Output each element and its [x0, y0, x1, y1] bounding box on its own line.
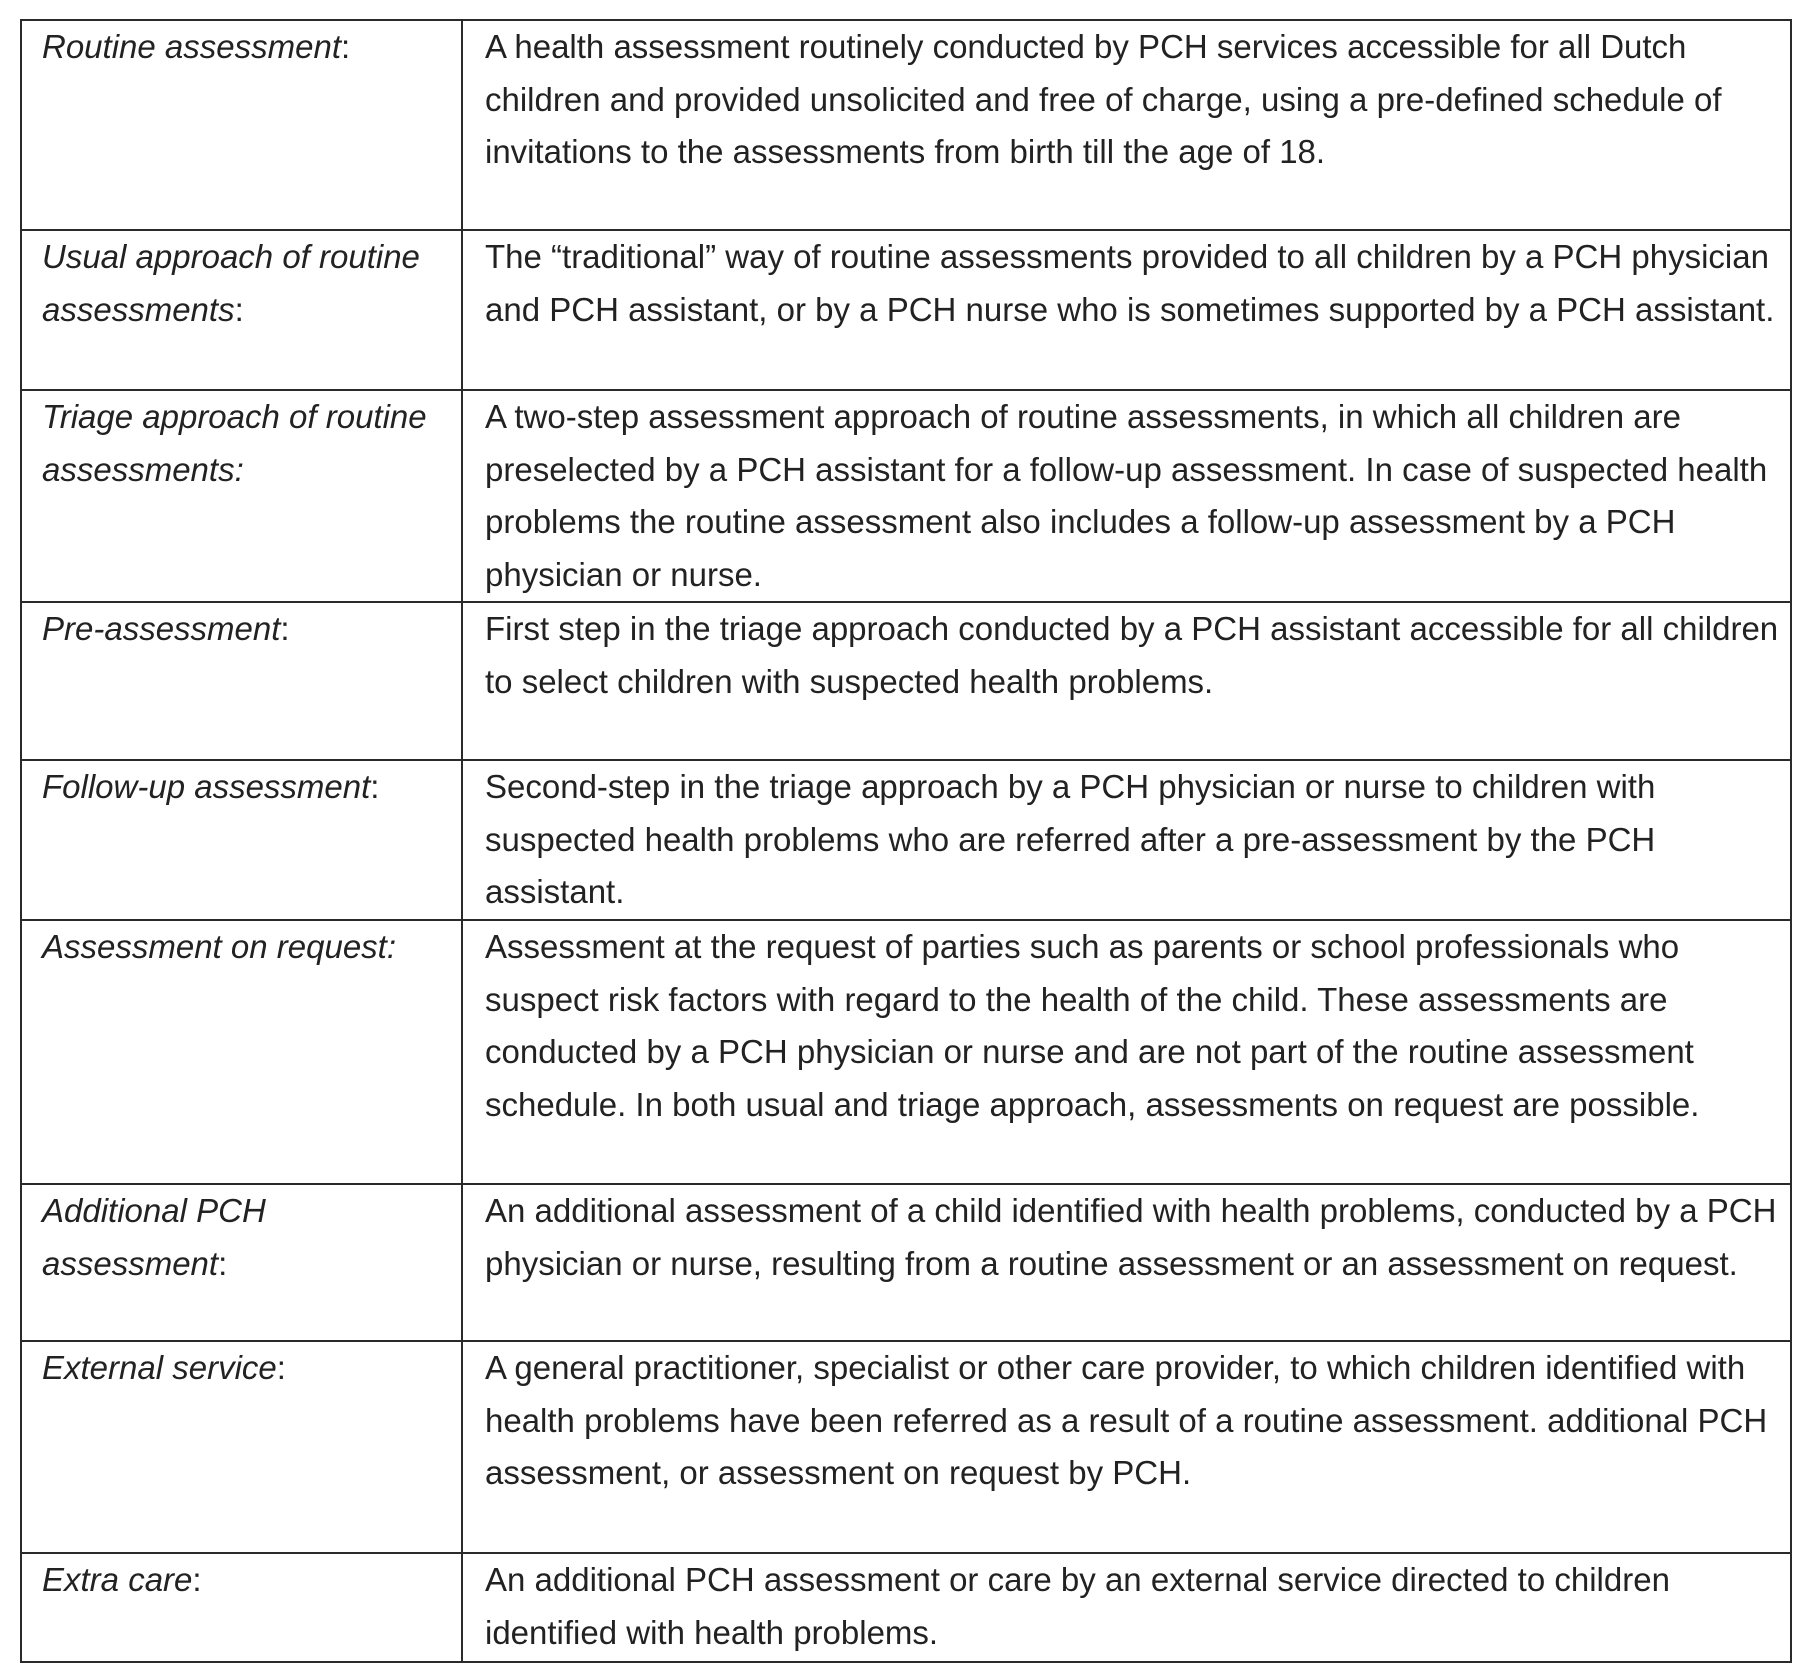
table-row — [21, 1553, 1791, 1662]
term-colon: : — [280, 610, 290, 647]
term-colon: : — [234, 290, 244, 328]
term-label: Extra care — [42, 1561, 193, 1598]
definition-cell: A health assessment routinely conducted by PCH services accessible for all Dutch children and provided unsolicited and free of charge, using a pre-defined schedule of invitations to the assessments from birth till the age of 18. — [462, 20, 1791, 230]
definition-cell: A two-step assessment approach of routine assessments, in which all children are preselected by a PCH assistant for a follow-up assessment. In case of suspected health problems the routine assessment also includes a follow-up assessment by a PCH physician or nurse. — [462, 390, 1791, 602]
term-label: Triage approach of routine assessments: — [42, 398, 427, 488]
term-colon: : — [276, 1349, 286, 1386]
definition-cell: Second-step in the triage approach by a PCH physician or nurse to children with suspected health problems who are referred after a pre-assessment by the PCH assistant. — [462, 760, 1791, 920]
term-colon: : — [370, 768, 380, 805]
term-cell — [21, 920, 462, 1184]
table-row — [21, 760, 1791, 920]
term-colon: : — [218, 1244, 228, 1282]
table-row — [21, 1341, 1791, 1553]
table-row — [21, 390, 1791, 602]
definition-cell: Assessment at the request of parties such as parents or school professionals who suspect risk factors with regard to the health of the child. These assessments are conducted by a PCH physician or nurse and are not part of the routine assessment schedule. In both usual and triage approach, assessments on request are possible. — [462, 920, 1791, 1184]
term-cell — [21, 1553, 462, 1662]
definition-cell: The “traditional” way of routine assessments provided to all children by a PCH physician and PCH assistant, or by a PCH nurse who is sometimes supported by a PCH assistant. — [462, 230, 1791, 390]
table-row — [21, 1184, 1791, 1341]
term-cell — [21, 1184, 462, 1341]
term-label: Additional PCH assessment — [42, 1192, 266, 1282]
term-cell — [21, 760, 462, 920]
definition-cell: A general practitioner, specialist or other care provider, to which children identified with health problems have been referred as a result of a routine assessment. additional PCH assessment, or assessment on request by PCH. — [462, 1341, 1791, 1553]
term-label: Routine assessment — [42, 28, 341, 65]
term-cell — [21, 230, 462, 390]
term-label: External service — [42, 1349, 277, 1386]
term-label: Usual approach of routine assessments — [42, 238, 420, 328]
table-row — [21, 230, 1791, 390]
term-cell — [21, 602, 462, 760]
term-label: Pre-assessment — [42, 610, 281, 647]
term-colon: : — [340, 28, 351, 65]
term-cell — [21, 1341, 462, 1553]
definition-cell: An additional assessment of a child identified with health problems, conducted by a PCH physician or nurse, resulting from a routine assessment or an assessment on request. — [462, 1184, 1791, 1341]
term-label: Assessment on request: — [42, 928, 397, 965]
table-row — [21, 602, 1791, 760]
definition-cell: First step in the triage approach conducted by a PCH assistant accessible for all children to select children with suspected health problems. — [462, 602, 1791, 760]
term-label: Follow-up assessment — [42, 768, 371, 805]
definitions-table — [20, 19, 1792, 1663]
table-row — [21, 920, 1791, 1184]
term-cell — [21, 390, 462, 602]
definition-cell: An additional PCH assessment or care by an external service directed to children identified with health problems. — [462, 1553, 1791, 1662]
term-colon: : — [192, 1561, 202, 1598]
table-row — [21, 20, 1791, 230]
term-cell — [21, 20, 462, 230]
